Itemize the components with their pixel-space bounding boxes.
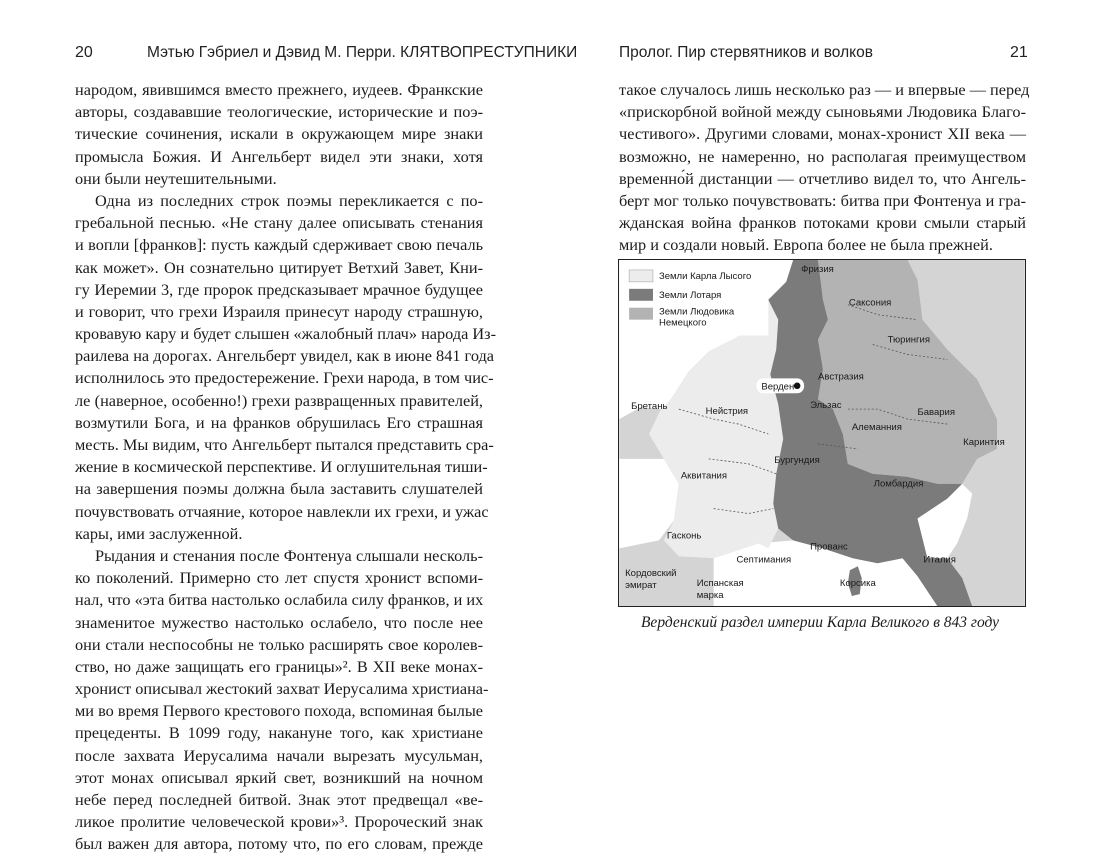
region-provence: Прованс	[810, 541, 848, 553]
region-carinthia: Каринтия	[963, 436, 1005, 448]
text-line: авторы, создававшие теологические, исторические и поэ-	[75, 102, 483, 122]
region-spanish-march-2: марка	[696, 590, 724, 602]
verden-dot	[794, 382, 801, 389]
text-line: промысла Божия. И Ангельберт видел эти знаки, хотя	[75, 146, 483, 166]
region-verden: Верден	[761, 381, 795, 393]
map-legend	[625, 266, 768, 336]
legend-label-charles: Земли Карла Лысого	[658, 270, 752, 282]
running-head-left: Мэтью Гэбриел и Дэвид М. Перри. КЛЯТВОПРЕСТУПНИКИ	[147, 44, 578, 61]
text-line: ликое пролитие человеческой крови»³. Пророческий знак	[75, 812, 483, 832]
verdun-partition-map	[618, 259, 1026, 607]
body-text-right	[619, 79, 1030, 257]
text-line: гу Иеремии 3, где пророк предсказывает мрачное будущее	[75, 279, 483, 299]
region-austrasia: Австразия	[818, 371, 864, 383]
region-frisia: Фризия	[801, 263, 834, 275]
text-line: после захвата Иерусалима начали вырезать мусульман,	[75, 745, 483, 765]
legend-swatch-lothair	[629, 289, 653, 301]
text-line: жданская война франков потоками крови смыли старый	[619, 213, 1026, 233]
legend-swatch-charles	[629, 270, 653, 282]
region-bavaria: Бавария	[917, 407, 956, 419]
text-line: на завершения поэмы должна была заставить слушателей	[75, 479, 483, 499]
region-italy: Италия	[923, 554, 956, 566]
text-line: кары, ими заслуженной.	[75, 523, 243, 543]
text-line: Рыдания и стенания после Фонтенуа слышали несколь-	[95, 545, 483, 565]
text-line: тические сочинения, искали в окружающем мире знаки	[75, 124, 483, 144]
text-line: народом, явившимся вместо прежнего, иудеев. Франкские	[75, 80, 483, 99]
region-alemannia: Алеманния	[851, 422, 902, 434]
text-line: небе перед последней битвой. Знак этот предвещал «ве-	[75, 790, 483, 809]
body-text-left	[75, 79, 497, 856]
region-spanish-march-1: Испанская	[696, 578, 744, 590]
text-line: как может». Он сознательно цитирует Ветхий Завет, Кни-	[75, 257, 483, 277]
text-line: почувствовать отчаяние, которое навлекли их грехи, и ужас	[75, 501, 489, 521]
text-line: такое случалось лишь несколько раз — и впервые — перед	[619, 80, 1030, 99]
text-line: ле (наверное, особенно!) грехи развращенных правителей,	[75, 390, 483, 410]
running-head-right: Пролог. Пир стервятников и волков	[619, 44, 873, 61]
text-line: кровавую кару и будет слышен «жалобный плач» народа Из-	[75, 324, 497, 344]
text-line: раилева на дорогах. Ангельберт увидел, как в июне 841 года	[75, 346, 494, 366]
region-brittany: Бретань	[631, 401, 668, 413]
text-line: и вопли [франков]: пусть каждый сдерживает свою печаль	[75, 235, 483, 255]
page-number-left: 20	[75, 44, 93, 61]
text-line: они были неутешительными.	[75, 168, 277, 188]
map-caption: Верденский раздел империи Карла Великого в 843 году	[640, 614, 1000, 631]
text-line: и говорит, что грехи Израиля принесут народу страшную,	[75, 301, 483, 321]
region-alsace: Эльзас	[810, 400, 842, 412]
region-gascony: Гасконь	[666, 530, 702, 542]
text-line: они стали неспособны не только расширять свое королев-	[75, 634, 483, 654]
text-line: прецеденты. В 1099 году, накануне того, как христиане	[75, 723, 483, 743]
verden-marker	[756, 378, 804, 393]
page-number-right: 21	[1010, 44, 1028, 61]
text-line: был важен для автора, потому что, по его словам, прежде	[75, 834, 483, 854]
text-line: этот монах описывал яркий свет, возникший на ночном	[75, 767, 483, 787]
text-line: ко поколений. Примерно сто лет спустя хронист вспоми-	[75, 568, 483, 588]
text-line: Одна из последних строк поэмы перекликается с по-	[95, 190, 483, 210]
text-line: исполнилось это предостережение. Грехи народа, в том чис-	[75, 368, 494, 388]
text-line: жение в космической перспективе. И оглушительная тиши-	[75, 457, 488, 477]
region-thuringia: Тюрингия	[887, 334, 931, 346]
text-line: «прискорбной войной между сыновьями Людовика Благо-	[619, 102, 1026, 122]
legend-swatch-louis	[629, 308, 653, 320]
region-septimania: Септимания	[736, 554, 792, 566]
text-line: хронист описывал жестокий захват Иерусалима христиана-	[75, 679, 489, 699]
text-line: возможно, не намеренно, но располагая преимуществом	[619, 146, 1026, 166]
region-neustria: Нейстрия	[705, 406, 749, 418]
map-svg	[619, 260, 1025, 606]
legend-label-louis: Земли Людовика	[658, 306, 735, 318]
region-burgundy: Бургундия	[774, 454, 820, 466]
text-line: мир и создали новый. Европа более не была прежней.	[619, 235, 993, 255]
region-lombardy: Ломбардия	[873, 478, 924, 490]
region-corsica: Корсика	[839, 578, 876, 590]
text-line: честивого». Другими словами, монах-хронист XII века —	[619, 124, 1026, 144]
text-line: гребальной песнью. «Не стану далее описывать стенания	[75, 213, 483, 233]
text-line: временно́й дистанции — отчетливо видел то, что Ангель-	[619, 168, 1026, 188]
region-cordoba-2: эмират	[625, 580, 657, 592]
text-line: знаменитое мужество настолько ослабело, что после нее	[75, 612, 483, 632]
text-line: месть. Мы видим, что Ангельберт пытался представить сра-	[75, 435, 494, 454]
legend-label-lothair: Земли Лотаря	[658, 289, 722, 301]
text-line: нал, что «эта битва настолько ослабила силу франков, и их	[75, 590, 484, 610]
region-aquitaine: Аквитания	[680, 470, 728, 482]
text-line: берт мог только почувствовать: битва при Фонтенуа и гра-	[619, 190, 1026, 210]
region-cordoba-1: Кордовский	[625, 568, 677, 580]
text-line: ство, но даже защищать его границы»². В XII веке монах-	[75, 656, 483, 676]
region-saxony: Саксония	[848, 297, 892, 309]
text-line: возмутили Бога, и на франков обрушилась Его страшная	[75, 412, 483, 432]
legend-label-louis-2: Немецкого	[658, 317, 707, 329]
text-line: ми во время Первого крестового похода, вспоминая былые	[75, 701, 483, 721]
